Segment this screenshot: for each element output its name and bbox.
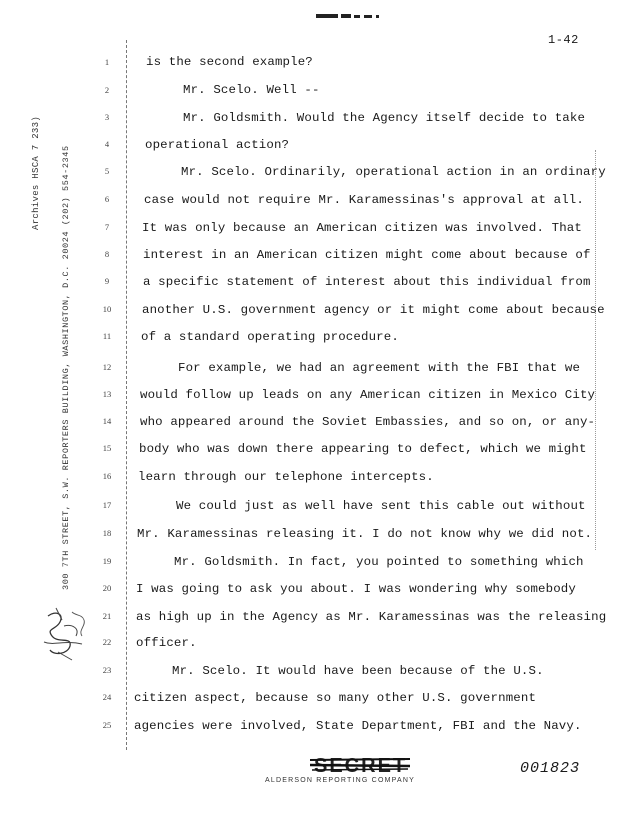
line-number: 11 [102,331,112,341]
line-number: 17 [102,500,112,510]
redacted-secret-stamp [310,752,410,778]
transcript-line: Mr. Scelo. Ordinarily, operational action in an ordinary [181,165,606,179]
transcript-line: Mr. Scelo. It would have been because of the U.S. [172,664,544,678]
transcript-line: body who was down there appearing to defect, which we might [139,442,587,456]
line-number: 25 [102,720,112,730]
line-number: 22 [102,637,112,647]
line-number: 13 [102,389,112,399]
transcript-line: of a standard operating procedure. [141,330,399,344]
line-number: 15 [102,443,112,453]
document-id: 001823 [520,760,581,777]
transcript-line: a specific statement of interest about this individual from [143,275,591,289]
archive-label: Archives HSCA 7 233) [31,115,41,230]
transcript-line: Mr. Goldsmith. Would the Agency itself decide to take [183,111,586,125]
transcript-line: Mr. Karamessinas releasing it. I do not know why we did not. [137,527,593,541]
line-number: 6 [104,194,110,204]
right-margin-rule [595,150,597,550]
transcript-line: learn through our telephone intercepts. [138,470,434,484]
header-mark [316,12,386,20]
transcript-line: as high up in the Agency as Mr. Karamessinas was the releasing [136,610,607,624]
line-number: 18 [102,528,112,538]
line-number: 24 [102,692,112,702]
transcript-line: For example, we had an agreement with the FBI that we [178,361,581,375]
transcript-line: is the second example? [146,55,313,69]
transcript-line: Mr. Goldsmith. In fact, you pointed to something which [174,555,584,569]
line-number: 16 [102,471,112,481]
archive-stamp [31,115,41,240]
reporter-address-strip [61,145,71,600]
line-number: 4 [104,139,110,149]
transcript-line: citizen aspect, because so many other U.S. government [134,691,537,705]
line-number: 9 [104,276,110,286]
line-number: 19 [102,556,112,566]
line-number: 5 [104,166,110,176]
reporter-address: 300 7TH STREET, S.W. REPORTERS BUILDING, WASHINGTON, D.C. 20024 (202) 554-2345 [61,145,71,590]
transcript-line: who appeared around the Soviet Embassies, and so on, or any- [140,415,596,429]
line-number: 21 [102,611,112,621]
transcript-line: officer. [136,636,197,650]
left-margin-rule [126,40,128,750]
line-number: 3 [104,112,110,122]
transcript-line: agencies were involved, State Department, FBI and the Navy. [134,719,582,733]
transcript-line: another U.S. government agency or it might come about because [142,303,605,317]
line-number: 1 [104,57,110,67]
transcript-line: operational action? [145,138,290,152]
line-number: 23 [102,665,112,675]
transcript-line: interest in an American citizen might come about because of [143,248,591,262]
line-number: 14 [102,416,112,426]
line-number: 20 [102,583,112,593]
transcript-line: Mr. Scelo. Well -- [183,83,320,97]
line-number: 7 [104,222,110,232]
transcript-line: I was going to ask you about. I was wondering why somebody [136,582,576,596]
transcript-line: would follow up leads on any American citizen in Mexico City [140,388,596,402]
line-number: 10 [102,304,112,314]
line-number: 2 [104,85,110,95]
transcript-line: case would not require Mr. Karamessinas's approval at all. [144,193,584,207]
reporting-company: ALDERSON REPORTING COMPANY [265,777,415,784]
transcript-line: It was only because an American citizen was involved. That [142,221,582,235]
line-number: 8 [104,249,110,259]
transcript-line: We could just as well have sent this cable out without [176,499,586,513]
page-number: 1-42 [548,33,579,47]
line-number: 12 [102,362,112,372]
handwritten-initials-icon [42,606,88,662]
